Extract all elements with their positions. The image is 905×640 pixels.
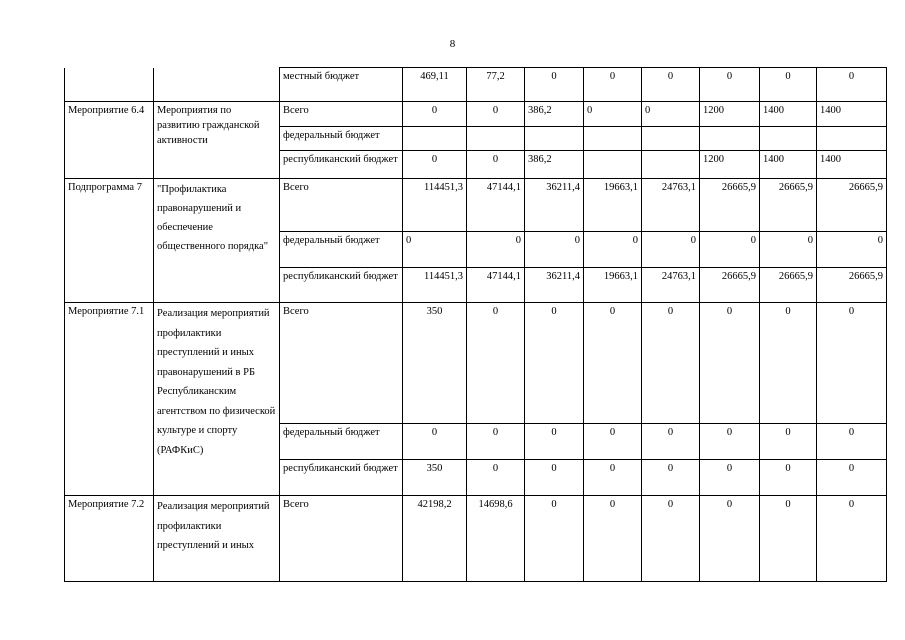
value-cell: 386,2: [525, 151, 584, 179]
value-cell: 469,11: [403, 68, 467, 102]
page-number: 8: [449, 38, 456, 50]
value-cell: 0: [700, 460, 760, 496]
value-cell: 0: [760, 496, 817, 582]
value-cell: 0: [403, 424, 467, 460]
name-cell: Реализация мероприятий профилактики преступлений и иных: [154, 496, 280, 582]
source-cell: федеральный бюджет: [280, 127, 403, 151]
value-cell: 350: [403, 460, 467, 496]
value-cell: 386,2: [525, 102, 584, 127]
value-cell: 0: [760, 424, 817, 460]
value-cell: 77,2: [467, 68, 525, 102]
value-cell: 0: [584, 232, 642, 268]
value-cell: 26665,9: [817, 179, 887, 232]
source-cell: федеральный бюджет: [280, 232, 403, 268]
code-cell: Мероприятие 7.1: [65, 303, 154, 496]
table-row: [65, 303, 887, 424]
value-cell: 0: [642, 496, 700, 582]
code-cell: [65, 68, 154, 102]
value-cell: [642, 127, 700, 151]
value-cell: 0: [700, 68, 760, 102]
value-cell: [403, 127, 467, 151]
value-cell: 24763,1: [642, 179, 700, 232]
value-cell: 0: [700, 424, 760, 460]
value-cell: 47144,1: [467, 268, 525, 303]
source-cell: Всего: [280, 102, 403, 127]
table-row: [65, 179, 887, 232]
value-cell: 1200: [700, 151, 760, 179]
value-cell: 0: [584, 102, 642, 127]
value-cell: 0: [403, 232, 467, 268]
name-cell: Мероприятия по развитию гражданской активности: [154, 102, 280, 179]
value-cell: 42198,2: [403, 496, 467, 582]
value-cell: 0: [817, 303, 887, 424]
value-cell: 350: [403, 303, 467, 424]
value-cell: [525, 127, 584, 151]
value-cell: 1400: [760, 102, 817, 127]
value-cell: 0: [467, 460, 525, 496]
value-cell: 19663,1: [584, 179, 642, 232]
value-cell: 0: [467, 424, 525, 460]
value-cell: [467, 127, 525, 151]
value-cell: 0: [525, 232, 584, 268]
value-cell: 0: [700, 232, 760, 268]
value-cell: [584, 151, 642, 179]
value-cell: [700, 127, 760, 151]
source-cell: местный бюджет: [280, 68, 403, 102]
source-cell: республиканский бюджет: [280, 268, 403, 303]
value-cell: 0: [642, 232, 700, 268]
value-cell: 1200: [700, 102, 760, 127]
value-cell: 0: [584, 496, 642, 582]
value-cell: 0: [525, 496, 584, 582]
value-cell: 0: [525, 303, 584, 424]
table-row: [65, 68, 887, 102]
source-cell: Всего: [280, 303, 403, 424]
value-cell: 0: [403, 151, 467, 179]
value-cell: 114451,3: [403, 179, 467, 232]
value-cell: 0: [467, 151, 525, 179]
value-cell: 0: [584, 424, 642, 460]
value-cell: 0: [642, 68, 700, 102]
value-cell: 0: [817, 232, 887, 268]
source-cell: республиканский бюджет: [280, 460, 403, 496]
value-cell: 0: [584, 303, 642, 424]
value-cell: 0: [642, 424, 700, 460]
value-cell: 36211,4: [525, 268, 584, 303]
value-cell: [642, 151, 700, 179]
value-cell: 0: [584, 68, 642, 102]
value-cell: 26665,9: [700, 179, 760, 232]
value-cell: 0: [817, 68, 887, 102]
value-cell: [584, 127, 642, 151]
value-cell: 1400: [760, 151, 817, 179]
value-cell: 0: [584, 460, 642, 496]
budget-table: [64, 67, 887, 582]
value-cell: 0: [467, 303, 525, 424]
code-cell: Подпрограмма 7: [65, 179, 154, 303]
source-cell: республиканский бюджет: [280, 151, 403, 179]
value-cell: 26665,9: [700, 268, 760, 303]
value-cell: 19663,1: [584, 268, 642, 303]
value-cell: 0: [403, 102, 467, 127]
value-cell: 0: [760, 232, 817, 268]
value-cell: [817, 127, 887, 151]
value-cell: 0: [525, 68, 584, 102]
table-row: [65, 496, 887, 582]
value-cell: 0: [817, 496, 887, 582]
name-cell: "Профилактика правонарушений и обеспечение общественного порядка": [154, 179, 280, 303]
value-cell: 0: [642, 303, 700, 424]
value-cell: 0: [700, 303, 760, 424]
value-cell: 26665,9: [817, 268, 887, 303]
name-cell: Реализация мероприятий профилактики преступлений и иных правонарушений в РБ Республиканским агентством по физической культуре и спорту (РАФКиС): [154, 303, 280, 496]
value-cell: [760, 127, 817, 151]
value-cell: 0: [467, 232, 525, 268]
source-cell: Всего: [280, 179, 403, 232]
value-cell: 26665,9: [760, 268, 817, 303]
value-cell: 36211,4: [525, 179, 584, 232]
value-cell: 0: [760, 68, 817, 102]
code-cell: Мероприятие 6.4: [65, 102, 154, 179]
value-cell: 24763,1: [642, 268, 700, 303]
value-cell: 47144,1: [467, 179, 525, 232]
value-cell: 26665,9: [760, 179, 817, 232]
value-cell: 1400: [817, 151, 887, 179]
value-cell: 0: [760, 460, 817, 496]
value-cell: 0: [817, 424, 887, 460]
value-cell: 0: [467, 102, 525, 127]
value-cell: 114451,3: [403, 268, 467, 303]
value-cell: 0: [760, 303, 817, 424]
value-cell: 0: [642, 460, 700, 496]
value-cell: 0: [525, 460, 584, 496]
value-cell: 0: [700, 496, 760, 582]
source-cell: Всего: [280, 496, 403, 582]
name-cell: [154, 68, 280, 102]
value-cell: 14698,6: [467, 496, 525, 582]
source-cell: федеральный бюджет: [280, 424, 403, 460]
table-row: [65, 102, 887, 127]
code-cell: Мероприятие 7.2: [65, 496, 154, 582]
value-cell: 0: [525, 424, 584, 460]
value-cell: 0: [642, 102, 700, 127]
value-cell: 0: [817, 460, 887, 496]
value-cell: 1400: [817, 102, 887, 127]
